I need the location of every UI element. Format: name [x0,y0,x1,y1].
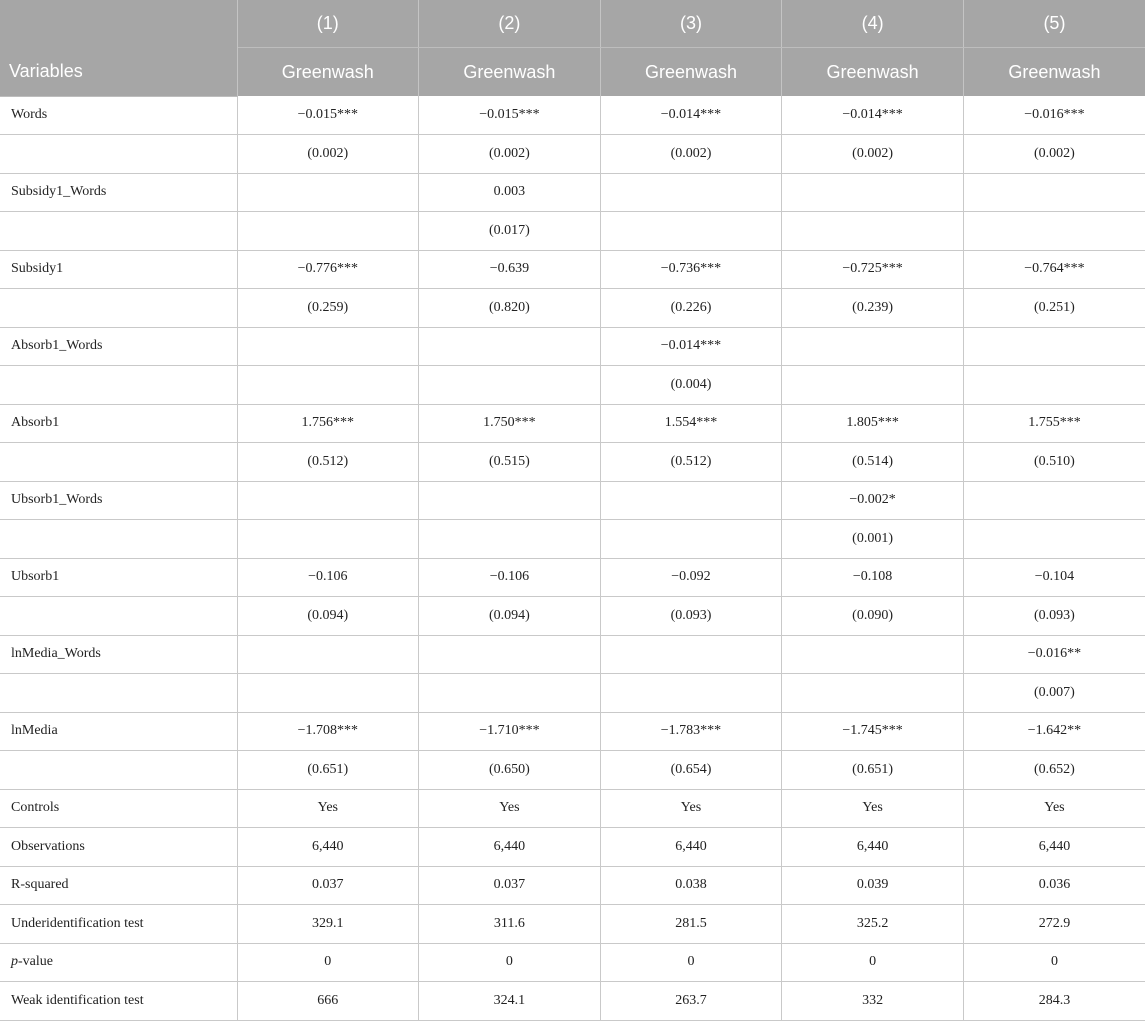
column-number-row [0,0,1145,48]
table-cell: 1.805*** [782,404,964,443]
table-cell: 1.755*** [963,404,1145,443]
table-cell: 0.037 [419,866,601,905]
table-row [0,404,1145,443]
table-cell: −0.106 [419,558,601,597]
table-cell: (0.093) [963,597,1145,636]
table-cell [963,173,1145,212]
table-cell [782,635,964,674]
table-cell: (0.094) [419,597,601,636]
variable-label [0,366,237,405]
dependent-variable-label: Greenwash [782,48,964,97]
dependent-variable-label: Greenwash [419,48,601,97]
table-cell: 332 [782,982,964,1021]
variable-label [0,943,237,982]
variable-label: R-squared [0,866,237,905]
table-cell [419,366,601,405]
table-cell [419,674,601,713]
table-cell: −1.642** [963,712,1145,751]
table-cell: −0.104 [963,558,1145,597]
column-number: (1) [237,0,419,48]
table-cell: (0.515) [419,443,601,482]
table-cell [963,481,1145,520]
table-cell: (0.239) [782,289,964,328]
table-cell: (0.650) [419,751,601,790]
table-cell: −0.016** [963,635,1145,674]
table-row [0,481,1145,520]
table-cell: 0 [419,943,601,982]
variable-label: Ubsorb1 [0,558,237,597]
table-cell: 0.037 [237,866,419,905]
table-cell: 311.6 [419,905,601,944]
table-cell: 6,440 [963,828,1145,867]
variable-label: Absorb1_Words [0,327,237,366]
table-cell: −0.002* [782,481,964,520]
table-cell: 0 [782,943,964,982]
table-cell: (0.820) [419,289,601,328]
table-cell [600,481,782,520]
table-cell: (0.651) [782,751,964,790]
variable-label-italic: p [11,954,18,970]
table-cell [600,212,782,251]
table-cell: Yes [600,789,782,828]
table-cell: 6,440 [782,828,964,867]
table-row-std-error [0,443,1145,482]
table-cell: 1.756*** [237,404,419,443]
table-row-std-error [0,520,1145,559]
table-cell: −0.106 [237,558,419,597]
table-cell [237,212,419,251]
variable-label [0,289,237,328]
column-number: (5) [963,0,1145,48]
table-cell: 281.5 [600,905,782,944]
table-cell: Yes [782,789,964,828]
table-cell: 1.750*** [419,404,601,443]
table-cell: 329.1 [237,905,419,944]
table-cell [419,635,601,674]
table-cell [237,366,419,405]
table-cell [237,520,419,559]
table-cell: 6,440 [419,828,601,867]
table-cell: 6,440 [600,828,782,867]
table-cell: 272.9 [963,905,1145,944]
table-row [0,96,1145,135]
table-cell: (0.001) [782,520,964,559]
variable-label: Weak identification test [0,982,237,1021]
table-cell: −1.745*** [782,712,964,751]
table-cell: (0.514) [782,443,964,482]
table-cell: (0.251) [963,289,1145,328]
table-row-std-error [0,366,1145,405]
table-cell: (0.510) [963,443,1145,482]
table-cell [782,366,964,405]
variable-label [0,597,237,636]
table-cell: 325.2 [782,905,964,944]
variables-header: Variables [0,0,237,96]
table-cell [237,327,419,366]
table-cell [237,674,419,713]
table-cell: (0.652) [963,751,1145,790]
table-cell: (0.002) [963,135,1145,174]
table-cell [419,520,601,559]
table-cell: (0.090) [782,597,964,636]
table-cell: −0.092 [600,558,782,597]
table-cell: 0.038 [600,866,782,905]
table-cell [963,366,1145,405]
table-row [0,635,1145,674]
dependent-variable-label: Greenwash [600,48,782,97]
table-cell: −0.108 [782,558,964,597]
table-row [0,789,1145,828]
table-row [0,905,1145,944]
table-cell: (0.093) [600,597,782,636]
variable-label [0,520,237,559]
table-row [0,250,1145,289]
variable-label [0,751,237,790]
table-row-std-error [0,751,1145,790]
table-cell [237,481,419,520]
table-cell: −0.015*** [237,96,419,135]
table-row [0,712,1145,751]
table-cell: Yes [237,789,419,828]
table-row [0,943,1145,982]
variable-label [0,135,237,174]
table-row [0,558,1145,597]
table-cell: −1.710*** [419,712,601,751]
table-cell [237,173,419,212]
table-cell: −0.014*** [600,96,782,135]
table-cell [237,635,419,674]
table-header [0,0,1145,96]
table-cell [782,173,964,212]
variable-label: Ubsorb1_Words [0,481,237,520]
table-row [0,173,1145,212]
table-cell: 0 [600,943,782,982]
table-cell [782,327,964,366]
table-cell: 666 [237,982,419,1021]
table-row [0,828,1145,867]
variable-label [0,212,237,251]
table-cell: −0.014*** [600,327,782,366]
table-cell: 284.3 [963,982,1145,1021]
table-cell [782,674,964,713]
table-row-std-error [0,674,1145,713]
table-cell: (0.512) [600,443,782,482]
table-cell: 6,440 [237,828,419,867]
dependent-variable-label: Greenwash [237,48,419,97]
table-row [0,982,1145,1021]
table-cell: (0.004) [600,366,782,405]
table-cell: −0.014*** [782,96,964,135]
column-number: (2) [419,0,601,48]
table-cell: 0 [237,943,419,982]
table-row [0,327,1145,366]
table-cell: (0.651) [237,751,419,790]
dependent-variable-label: Greenwash [963,48,1145,97]
table-cell: (0.259) [237,289,419,328]
table-cell [600,520,782,559]
variable-label: Subsidy1_Words [0,173,237,212]
table-cell: −0.776*** [237,250,419,289]
table-cell: 0.036 [963,866,1145,905]
table-cell: Yes [419,789,601,828]
table-cell: −0.015*** [419,96,601,135]
table-cell: −1.783*** [600,712,782,751]
variable-label: Absorb1 [0,404,237,443]
table-cell: (0.094) [237,597,419,636]
table-cell: 0.003 [419,173,601,212]
table-cell [963,212,1145,251]
table-cell: (0.002) [600,135,782,174]
variable-label: Underidentification test [0,905,237,944]
table-cell: 0.039 [782,866,964,905]
table-cell: 1.554*** [600,404,782,443]
variable-label: Observations [0,828,237,867]
variable-label: Words [0,96,237,135]
table-cell: (0.512) [237,443,419,482]
table-cell [600,173,782,212]
table-cell: (0.002) [782,135,964,174]
table-cell: −0.736*** [600,250,782,289]
table-body [0,96,1145,1020]
table-row-std-error [0,597,1145,636]
table-cell: −1.708*** [237,712,419,751]
variable-label: Controls [0,789,237,828]
table-cell: 324.1 [419,982,601,1021]
table-cell: (0.226) [600,289,782,328]
table-cell: (0.654) [600,751,782,790]
variable-label: lnMedia [0,712,237,751]
table-cell: −0.725*** [782,250,964,289]
table-cell: −0.764*** [963,250,1145,289]
table-cell: Yes [963,789,1145,828]
table-cell: (0.002) [419,135,601,174]
table-row [0,866,1145,905]
variable-label: Subsidy1 [0,250,237,289]
table-cell: (0.002) [237,135,419,174]
variable-label-text: -value [18,954,53,970]
variable-label [0,674,237,713]
variable-label: lnMedia_Words [0,635,237,674]
table-cell [782,212,964,251]
table-cell: (0.007) [963,674,1145,713]
table-row-std-error [0,289,1145,328]
table-cell: −0.016*** [963,96,1145,135]
table-row-std-error [0,212,1145,251]
table-cell: −0.639 [419,250,601,289]
table-row-std-error [0,135,1145,174]
column-number: (3) [600,0,782,48]
table-cell: (0.017) [419,212,601,251]
variable-label [0,443,237,482]
column-number: (4) [782,0,964,48]
table-cell [963,327,1145,366]
table-cell [600,635,782,674]
table-cell [419,327,601,366]
table-cell: 0 [963,943,1145,982]
table-cell [963,520,1145,559]
table-cell: 263.7 [600,982,782,1021]
table-cell [419,481,601,520]
table-cell [600,674,782,713]
